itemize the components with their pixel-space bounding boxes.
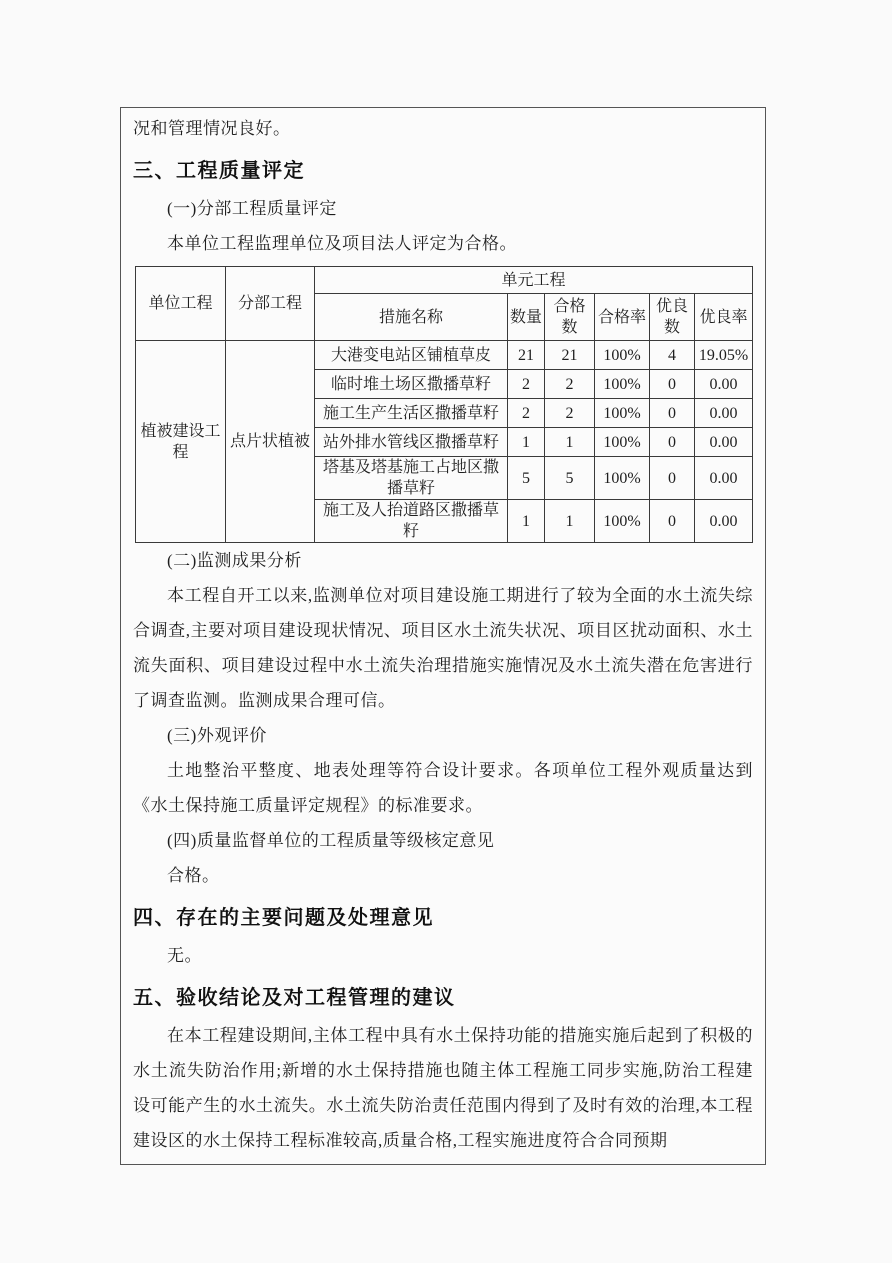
cell-division-project: 点片状植被 (226, 341, 315, 543)
continuation-text: 况和管理情况良好。 (133, 119, 291, 138)
cell-measure-name: 施工生产生活区撒播草籽 (315, 399, 508, 428)
cell-quantity: 2 (508, 370, 545, 399)
cell-quantity: 2 (508, 399, 545, 428)
header-quantity: 数量 (508, 294, 545, 341)
cell-pass-rate: 100% (595, 370, 650, 399)
cell-excellent-count: 0 (650, 457, 695, 500)
subsection-3-2-title: (二)监测成果分析 (167, 551, 302, 570)
cell-unit-project: 植被建设工程 (136, 341, 226, 543)
section-4-heading: 四、存在的主要问题及处理意见 (133, 907, 434, 929)
cell-pass-rate: 100% (595, 500, 650, 543)
header-division-project: 分部工程 (226, 267, 315, 341)
subsection-3-2-text: 本工程自开工以来,监测单位对项目建设施工期进行了较为全面的水土流失综合调查,主要对项目建设现状情况、项目区水土流失状况、项目区扰动面积、水土流失面积、项目建设过程中水土流失治理措施实施情况及水土流失潜在危害进行了调查监测。监测成果合理可信。 (133, 586, 753, 710)
cell-excellent-rate: 0.00 (695, 428, 753, 457)
document-page-frame (120, 107, 766, 1165)
cell-pass-rate: 100% (595, 457, 650, 500)
cell-quantity: 21 (508, 341, 545, 370)
cell-pass-count: 2 (545, 399, 595, 428)
section-5-text: 在本工程建设期间,主体工程中具有水土保持功能的措施实施后起到了积极的水土流失防治作用;新增的水土保持措施也随主体工程施工同步实施,防治工程建设可能产生的水土流失。水土流失防治责任范围内得到了及时有效的治理,本工程建设区的水土保持工程标准较高,质量合格,工程实施进度符合合同预期 (133, 1026, 753, 1150)
header-pass-count: 合格数 (545, 294, 595, 341)
cell-quantity: 1 (508, 500, 545, 543)
cell-excellent-count: 4 (650, 341, 695, 370)
header-measure-name: 措施名称 (315, 294, 508, 341)
section-3-heading: 三、工程质量评定 (133, 160, 305, 182)
cell-pass-count: 21 (545, 341, 595, 370)
cell-measure-name: 临时堆土场区撒播草籽 (315, 370, 508, 399)
subsection-3-3-text: 土地整治平整度、地表处理等符合设计要求。各项单位工程外观质量达到《水土保持施工质量评定规程》的标准要求。 (133, 761, 753, 815)
header-excellent-count: 优良数 (650, 294, 695, 341)
subsection-3-1-text: 本单位工程监理单位及项目法人评定为合格。 (167, 234, 517, 253)
cell-excellent-count: 0 (650, 370, 695, 399)
cell-excellent-count: 0 (650, 428, 695, 457)
cell-excellent-rate: 19.05% (695, 341, 753, 370)
header-unit-project: 单位工程 (136, 267, 226, 341)
quality-table-body (136, 341, 753, 543)
cell-measure-name: 塔基及塔基施工占地区撒播草籽 (315, 457, 508, 500)
cell-quantity: 5 (508, 457, 545, 500)
cell-pass-rate: 100% (595, 399, 650, 428)
section-5-heading: 五、验收结论及对工程管理的建议 (133, 987, 456, 1009)
table-header-row-1 (136, 267, 753, 294)
cell-pass-count: 5 (545, 457, 595, 500)
cell-excellent-count: 0 (650, 399, 695, 428)
cell-measure-name: 施工及人抬道路区撒播草籽 (315, 500, 508, 543)
quality-evaluation-table (135, 266, 753, 543)
cell-pass-count: 2 (545, 370, 595, 399)
subsection-3-4-title: (四)质量监督单位的工程质量等级核定意见 (167, 831, 495, 850)
cell-excellent-rate: 0.00 (695, 370, 753, 399)
cell-excellent-rate: 0.00 (695, 399, 753, 428)
table-row (136, 341, 753, 370)
subsection-3-4-text: 合格。 (167, 866, 220, 885)
cell-excellent-rate: 0.00 (695, 500, 753, 543)
cell-measure-name: 站外排水管线区撒播草籽 (315, 428, 508, 457)
header-element-project: 单元工程 (315, 267, 753, 294)
cell-pass-count: 1 (545, 500, 595, 543)
cell-pass-rate: 100% (595, 341, 650, 370)
section-4-text: 无。 (167, 946, 202, 965)
cell-excellent-rate: 0.00 (695, 457, 753, 500)
cell-quantity: 1 (508, 428, 545, 457)
header-excellent-rate: 优良率 (695, 294, 753, 341)
header-pass-rate: 合格率 (595, 294, 650, 341)
cell-measure-name: 大港变电站区铺植草皮 (315, 341, 508, 370)
cell-pass-count: 1 (545, 428, 595, 457)
subsection-3-3-title: (三)外观评价 (167, 726, 267, 745)
cell-pass-rate: 100% (595, 428, 650, 457)
cell-excellent-count: 0 (650, 500, 695, 543)
subsection-3-1-title: (一)分部工程质量评定 (167, 199, 337, 218)
